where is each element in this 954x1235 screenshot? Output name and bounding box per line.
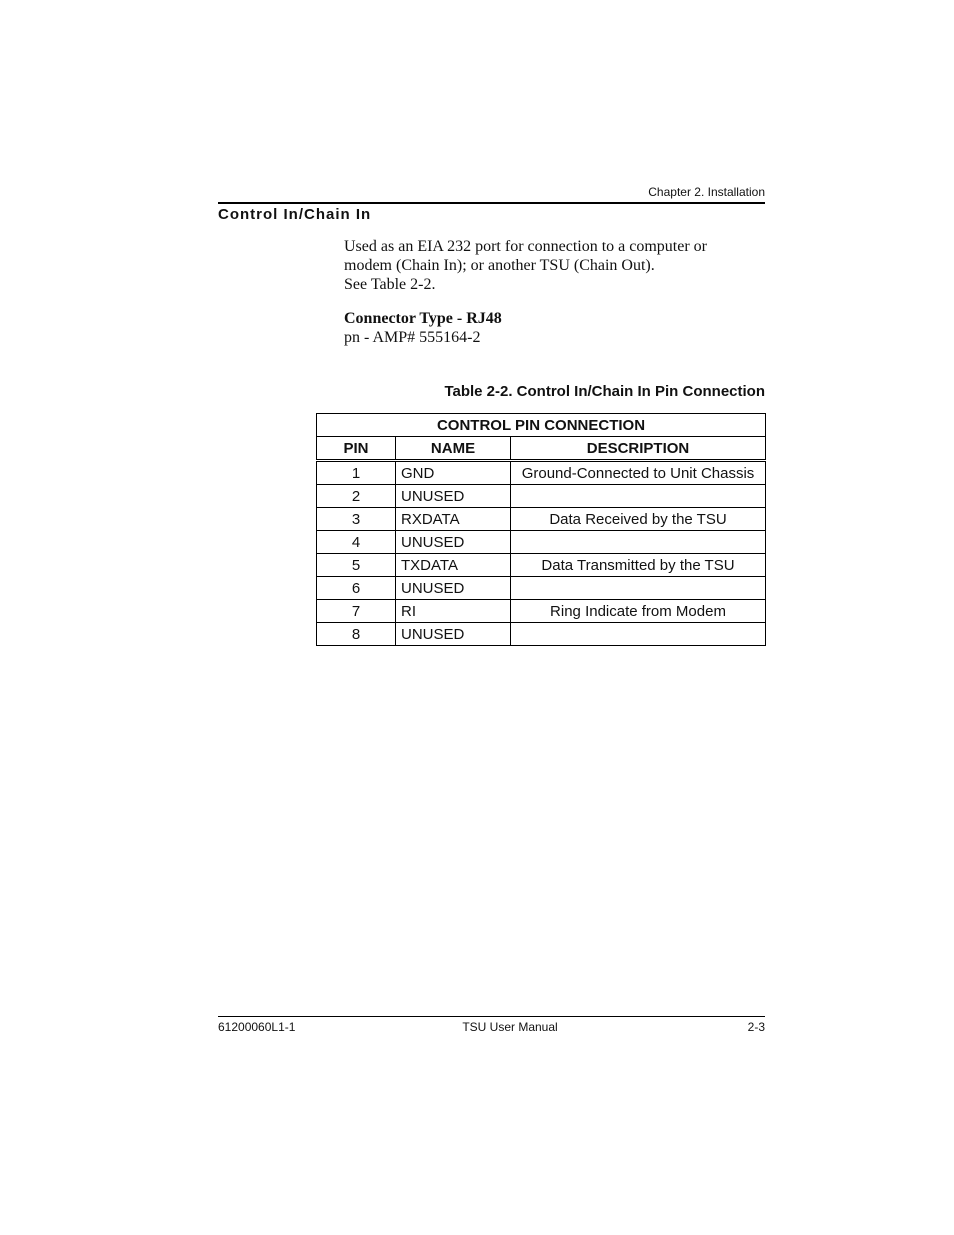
table-title: CONTROL PIN CONNECTION [317,414,766,437]
name-cell: RI [396,600,511,623]
table-caption: Table 2-2. Control In/Chain In Pin Connection [444,383,765,400]
name-cell: UNUSED [396,623,511,646]
pin-cell: 7 [317,600,396,623]
table-row [317,554,766,577]
pin-cell: 5 [317,554,396,577]
column-header-name: NAME [396,437,511,461]
name-cell: UNUSED [396,531,511,554]
table-row [317,623,766,646]
footer-rule [218,1016,765,1017]
connector-type: Connector Type - RJ48 [344,310,502,327]
name-cell: TXDATA [396,554,511,577]
pin-cell: 2 [317,485,396,508]
column-header-description: DESCRIPTION [511,437,766,461]
pin-cell: 6 [317,577,396,600]
table-row [317,531,766,554]
table-row [317,508,766,531]
name-cell: GND [396,461,511,485]
description-cell [511,577,766,600]
table-row [317,461,766,485]
pin-cell: 3 [317,508,396,531]
footer-doc-number: 61200060L1-1 [218,1020,296,1034]
column-header-pin: PIN [317,437,396,461]
description-cell: Data Transmitted by the TSU [511,554,766,577]
part-number: pn - AMP# 555164-2 [344,329,481,346]
pin-cell: 4 [317,531,396,554]
footer-page-number: 2-3 [747,1020,765,1034]
connector-info [344,309,764,347]
description-cell [511,485,766,508]
footer-manual-title: TSU User Manual [462,1020,558,1034]
section-heading: Control In/Chain In [218,206,372,223]
header-rule [218,202,765,204]
paragraph-line: See Table 2-2. [344,276,436,293]
name-cell: RXDATA [396,508,511,531]
pin-cell: 8 [317,623,396,646]
paragraph-line: Used as an EIA 232 port for connection to a computer or [344,238,708,255]
table-row [317,485,766,508]
description-cell [511,531,766,554]
description-cell [511,623,766,646]
chapter-header: Chapter 2. Installation [648,185,765,199]
table-row [317,577,766,600]
paragraph-line: modem (Chain In); or another TSU (Chain Out). [344,257,655,274]
description-cell: Ring Indicate from Modem [511,600,766,623]
pin-connection-table [316,413,766,646]
name-cell: UNUSED [396,577,511,600]
table-row [317,600,766,623]
description-cell: Data Received by the TSU [511,508,766,531]
description-cell: Ground-Connected to Unit Chassis [511,461,766,485]
name-cell: UNUSED [396,485,511,508]
pin-cell: 1 [317,461,396,485]
section-paragraph [344,237,764,294]
